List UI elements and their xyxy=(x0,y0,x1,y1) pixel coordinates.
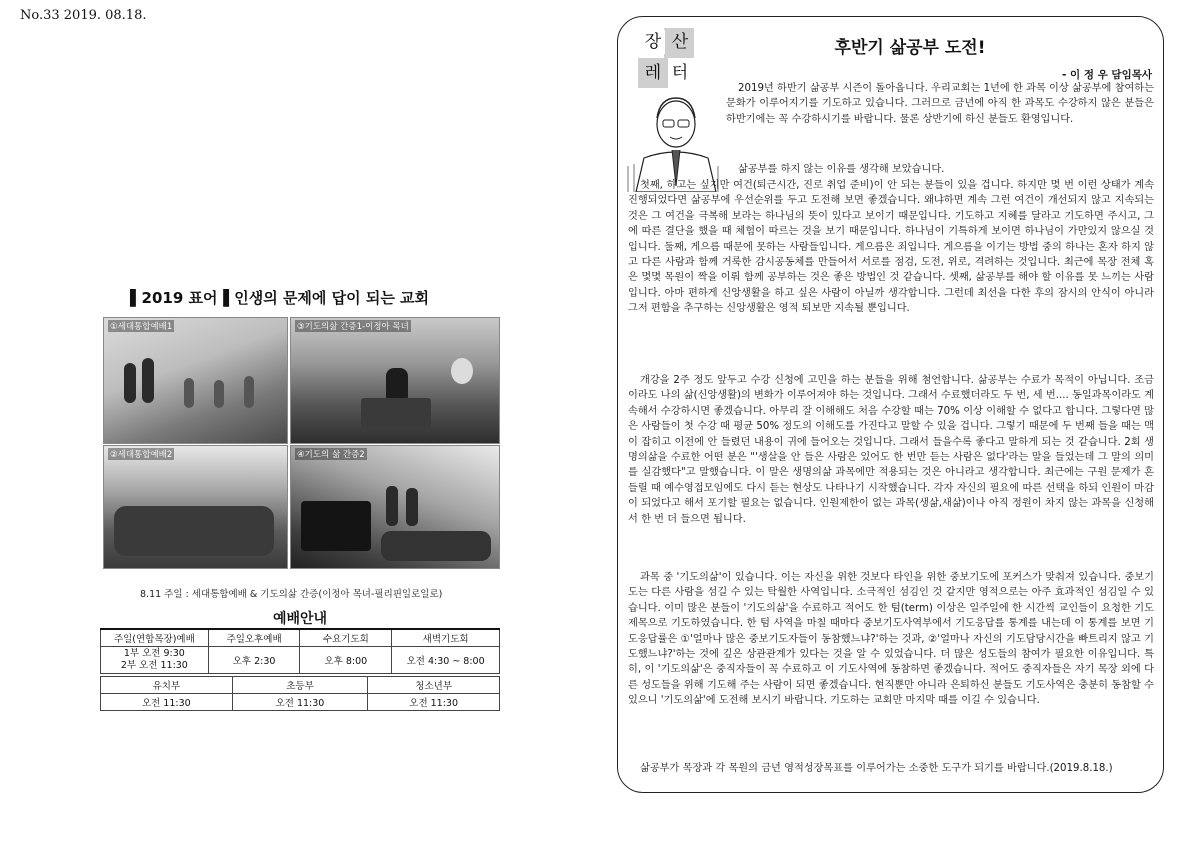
letter-paragraph-reasons-intro xyxy=(726,162,1154,177)
table-cell-line: 1부 오전 9:30 xyxy=(123,648,185,659)
table-row xyxy=(101,694,500,711)
table-row xyxy=(101,677,500,694)
column-tag-letter: 장 xyxy=(641,30,665,54)
photo-caption-1: ①세대통합예배1 xyxy=(110,322,173,332)
letter-paragraph-intro xyxy=(726,81,1154,127)
paragraph-text: 과목 중 '기도의삶'이 있습니다. 이는 자신을 위한 것보다 타인을 위한 중보기도에 포커스가 맞춰져 있습니다. 중보기도는 다른 사람을 섬길 수 있는 탁월한 사역입니다. 소극적인 섬김인 것 같지만 영적으로는 아주 효과적인 섬김일 수 있습니다. 이미 많은 분들이 '기도의삶'을 수료하고 적어도 한 텀(term) 이상은 일주일에 한 시간씩 교인들이 요청한 기도제목으로 기도하였습니다. 한 텀 사역을 마칠 때마다 중보기도사역부에서 기도응답를 통계를 내는데 이 통계를 보면 기도응답률은 ①'얼마나 많은 중보기도자들이 동참했느냐?'하는 것과, ②'얼마나 자신의 기도담당시간을 빠트리지 않고 기도했느냐?'하는 것에 깊은 상관관계가 있다는 것을 알 수 있었습니다. 더 많은 성도들의 참여가 필요한 이유입니다. 특히, 이 '기도의삶'은 중직자들이 꼭 수료하고 이 기도사역에 동참하면 좋겠습니다. 적어도 중직자들은 자기 목장 외에 다른 성도들을 위해 기도해 주는 사람이 되면 좋겠습니다. 현직뿐만 아니라 은퇴하신 분들도 기도사역은 충분히 동참할 수 있으니 '기도의삶'에 도전해 보시기 바랍니다. 기도하는 교회만 마지막 때를 이길 수 있습니다. xyxy=(628,572,1154,707)
pastor-portrait-illustration xyxy=(626,86,726,192)
letter-paragraph-prayer-course xyxy=(628,570,1154,709)
table-cell: 오전 4:30 ~ 8:00 xyxy=(392,647,500,674)
table-cell: 오후 2:30 xyxy=(208,647,300,674)
table-header-cell: 청소년부 xyxy=(368,677,500,694)
letter-byline: - 이 정 우 담임목사 xyxy=(1062,69,1152,81)
photo-intergenerational-service-2 xyxy=(103,445,288,569)
table-header-cell: 주일(연합목장)예배 xyxy=(101,629,209,647)
letter-paragraph-closing xyxy=(628,761,1154,776)
letter-paragraph-advice xyxy=(628,373,1154,527)
column-tag-letter: 산 xyxy=(671,32,689,52)
table-header-cell: 수요기도회 xyxy=(300,629,392,647)
table-row xyxy=(101,629,500,647)
table-cell: 오전 11:30 xyxy=(368,694,500,711)
column-tag-letter: 레 xyxy=(644,63,662,83)
table-cell-line: 2부 오전 11:30 xyxy=(120,660,188,671)
church-motto: ▌2019 표어▐ 인생의 문제에 답이 되는 교회 xyxy=(130,289,430,307)
table-header-cell: 주일오후예배 xyxy=(208,629,300,647)
paragraph-text: 첫째, 하고는 싶지만 여건(퇴근시간, 진로 취업 준비)이 안 되는 분들이 있을 겁니다. 하지만 몇 번 이런 상태가 계속 진행되었다면 삶공부에 우선순위를 두고 도전해 보면 좋겠습니다. 왜냐하면 계속 그런 여건이 개선되지 않고 지속되는 것은 그 여건을 극복해 보라는 하나님의 뜻이 있다고 보이기 때문입니다. 기도하고 지혜를 달라고 기도하면 주시고, 그에 따른 결단을 했을 때 체험이 따르는 것을 보기 때문입니다. 하나님이 기특하게 보이면 하나님이 가만있지 않으실 것입니다. 둘째, 게으름 때문에 못하는 사람들입니다. 게으름은 죄입니다. 게으름을 이기는 방법 중의 하나는 혼자 하지 않고 다른 사람과 함께 거룩한 감시공동체를 만들어서 서로를 점검, 도전, 위로, 격려하는 것입니다. 최근에 목장 전체 혹은 몇몇 목원이 짝을 이뤄 함께 공부하는 것은 좋은 방법인 것 같습니다. 셋째, 삶공부를 해야 할 이유를 못 느끼는 사람입니다. 아마 편하게 신앙생활을 하고 싶은 사람이 아닐까 생각합니다. 그런데 최선을 다한 후의 잠시의 안식이 아니라 그저 편함을 추구하는 신앙생활은 영적 퇴보만 지속될 뿐입니다. xyxy=(628,180,1154,315)
column-tag-letter: 터 xyxy=(671,63,689,83)
department-schedule-table xyxy=(100,676,500,711)
issue-line: No.33 2019. 08.18. xyxy=(20,8,147,23)
photo-prayer-testimony-2 xyxy=(290,445,500,569)
photo-caption-4: ④기도의 삶 간증2 xyxy=(297,450,365,460)
service-schedule-table xyxy=(100,628,500,674)
table-row xyxy=(101,647,500,674)
paragraph-text: 삶공부를 하지 않는 이유를 생각해 보았습니다. xyxy=(738,164,945,175)
letter-paragraph-reasons xyxy=(628,178,1154,317)
table-cell xyxy=(101,647,209,674)
table-cell: 오전 11:30 xyxy=(232,694,368,711)
photo-prayer-testimony-1 xyxy=(290,317,500,444)
table-header-cell: 초등부 xyxy=(232,677,368,694)
table-cell: 오후 8:00 xyxy=(300,647,392,674)
paragraph-text: 삶공부가 목장과 각 목원의 금년 영적성장목표를 이루어가는 소중한 도구가 되기를 바랍니다.(2019.8.18.) xyxy=(640,763,1113,774)
service-guide-title: 예배안내 xyxy=(272,611,328,627)
photo-intergenerational-service-1 xyxy=(103,317,288,444)
photo-caption-3: ③기도의삶 간증1-이정아 목녀 xyxy=(297,322,409,332)
table-header-cell: 새벽기도회 xyxy=(392,629,500,647)
paragraph-text: 2019년 하반기 삶공부 시즌이 돌아옵니다. 우리교회는 1년에 한 과목 이상 삶공부에 참여하는 문화가 이루어지기를 기도하고 있습니다. 그러므로 금년에 아직 한 과목도 수강하지 않은 분들은 하반기에는 꼭 수강하시기를 바랍니다. 물론 상반기에 하신 분들도 환영입니다. xyxy=(726,83,1154,125)
table-header-cell: 유치부 xyxy=(101,677,233,694)
paragraph-text: 개강을 2주 정도 앞두고 수강 신청에 고민을 하는 분들을 위해 첨언합니다. 삶공부는 수료가 목적이 아닙니다. 조금이라도 나의 삶(신앙생활)의 변화가 이루어져야 하는 것입니다. 그래서 수료했더라도 두 번, 세 번.... 동일과목이라도 계속해서 수강하시면 좋겠습니다. 아무리 잘 이해해도 처음 수강할 때는 70% 이상 이해할 수 없다고 합니다. 그렇다면 많은 사람들이 첫 수강 때 평균 50% 정도의 이해도를 가진다고 말할 수 있을 겁니다. 그렇기 때문에 두 번째 들을 때는 맥이 잡히고 이전에 안 들렸던 내용이 귀에 들어오는 것입니다. 그래서 들을수록 좋다고 말하게 되는 것 같습니다. 2회 생명의삶을 수료한 어떤 분은 "'생살을 안 들은 사람은 있어도 한 번만 듣는 사람은 없다'라는 말을 들었는데 그 말의 의미를 실감했다"고 말했습니다. 이 말은 생명의삶 과목에만 적용되는 것은 아니라고 생각합니다. 최근에는 구원 문제가 흔들릴 때 예수영접모임에도 다시 듣는 현상도 나타나기 시작했습니다. 각자 자신의 필요에 따른 선택을 하되 인원이 마감이 되었다고 해서 포기할 필요는 없습니다. 인원제한이 없는 과목(생삶,새삶)이나 아직 정원이 차지 않는 과목을 신청해서 한 번 더 들으면 됩니다. xyxy=(628,375,1154,525)
letter-title: 후반기 삶공부 도전! xyxy=(834,38,986,58)
photo-caption-2: ②세대통합예배2 xyxy=(110,450,173,460)
photo-section-caption: 8.11 주일 : 세대통합예배 & 기도의삶 간증(이정아 목녀-필리핀일로일로) xyxy=(140,589,443,600)
table-cell: 오전 11:30 xyxy=(101,694,233,711)
